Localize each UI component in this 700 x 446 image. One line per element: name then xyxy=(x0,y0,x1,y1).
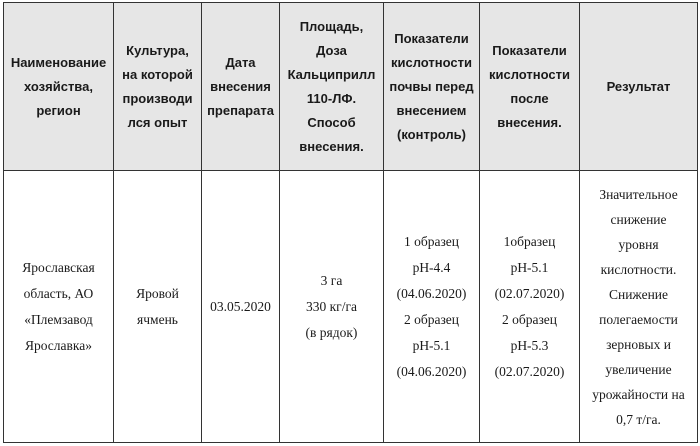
header-application-date: Дата внесения препарата xyxy=(202,3,280,171)
header-farm-region: Наименование хозяйства, регион xyxy=(4,3,114,171)
cell-crop: Яровой ячмень xyxy=(114,171,202,443)
cell-farm-region: Ярославская область, АО «Племзавод Ярославка» xyxy=(4,171,114,443)
cell-application-date: 03.05.2020 xyxy=(202,171,280,443)
header-acidity-before: Показатели кислотности почвы перед внесением (контроль) xyxy=(384,3,480,171)
cell-area-dose-method: 3 га 330 кг/га (в рядок) xyxy=(280,171,384,443)
header-row xyxy=(4,3,698,171)
experiment-results-table xyxy=(3,2,698,443)
header-result: Результат xyxy=(580,3,698,171)
header-area-dose-method: Площадь, Доза Кальциприлл 110-ЛФ. Способ внесения. xyxy=(280,3,384,171)
cell-acidity-before: 1 образец рН-4.4 (04.06.2020) 2 образец рН-5.1 (04.06.2020) xyxy=(384,171,480,443)
table-row xyxy=(4,171,698,443)
cell-acidity-after: 1образец рН-5.1 (02.07.2020) 2 образец рН-5.3 (02.07.2020) xyxy=(480,171,580,443)
cell-result: Значительное снижение уровня кислотности. Снижение полегаемости зерновых и увеличение урожайности на 0,7 т/га. xyxy=(580,171,698,443)
header-crop: Культура, на которой производи лся опыт xyxy=(114,3,202,171)
header-acidity-after: Показатели кислотности после внесения. xyxy=(480,3,580,171)
